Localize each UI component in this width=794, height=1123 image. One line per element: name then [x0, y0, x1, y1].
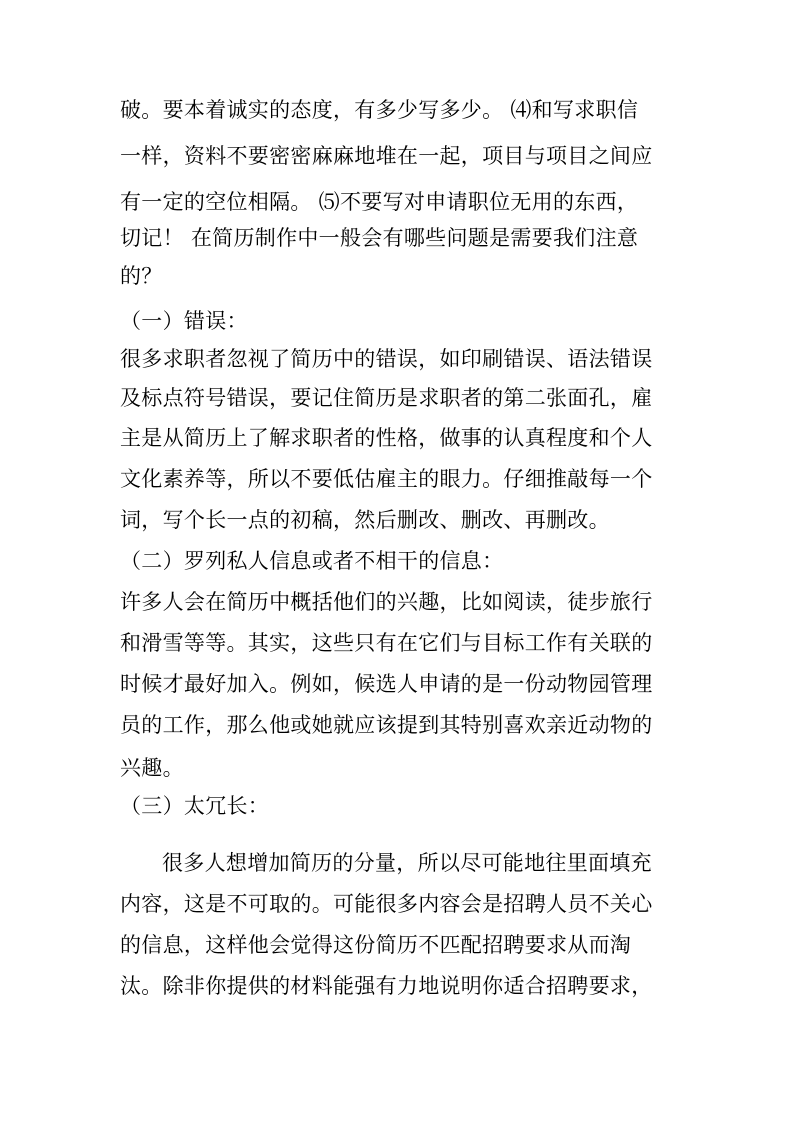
- text-line: 一样，资料不要密密麻麻地堆在一起，项目与项目之间应: [120, 144, 653, 168]
- text-line: 汰。除非你提供的材料能强有力地说明你适合招聘要求，: [120, 974, 653, 998]
- section-heading: （三）太冗长：: [120, 794, 270, 818]
- text-line: 许多人会在简历中概括他们的兴趣，比如阅读，徒步旅行: [120, 590, 653, 614]
- text-line: 兴趣。: [120, 756, 184, 780]
- text-line: 及标点符号错误，要记住简历是求职者的第二张面孔，雇: [120, 386, 653, 410]
- text-line: 文化素养等，所以不要低估雇主的眼力。仔细推敲每一个: [120, 467, 653, 491]
- text-line: 的信息，这样他会觉得这份简历不匹配招聘要求从而淘: [120, 933, 632, 957]
- text-line: 很多求职者忽视了简历中的错误，如印刷错误、语法错误: [120, 347, 653, 371]
- text-line: 主是从简历上了解求职者的性格，做事的认真程度和个人: [120, 426, 653, 450]
- text-line: 词，写个长一点的初稿，然后删改、删改、再删改。: [120, 508, 610, 532]
- section-heading: （一）错误：: [120, 309, 248, 333]
- text-line: 内容，这是不可取的。可能很多内容会是招聘人员不关心: [120, 892, 653, 916]
- text-line: 的？: [120, 264, 163, 288]
- text-line: 有一定的空位相隔。 ⑸不要写对申请职位无用的东西，: [120, 190, 639, 214]
- text-line: 很多人想增加简历的分量，所以尽可能地往里面填充: [162, 851, 652, 875]
- text-line: 和滑雪等等。其实，这些只有在它们与目标工作有关联的: [120, 631, 653, 655]
- text-line: 破。要本着诚实的态度，有多少写多少。 ⑷和写求职信: [120, 98, 639, 122]
- text-line: 切记！ 在简历制作中一般会有哪些问题是需要我们注意: [120, 226, 639, 250]
- text-line: 时候才最好加入。例如，候选人申请的是一份动物园管理: [120, 672, 653, 696]
- text-line: 员的工作，那么他或她就应该提到其特别喜欢亲近动物的: [120, 713, 653, 737]
- section-heading: （二）罗列私人信息或者不相干的信息：: [120, 549, 504, 573]
